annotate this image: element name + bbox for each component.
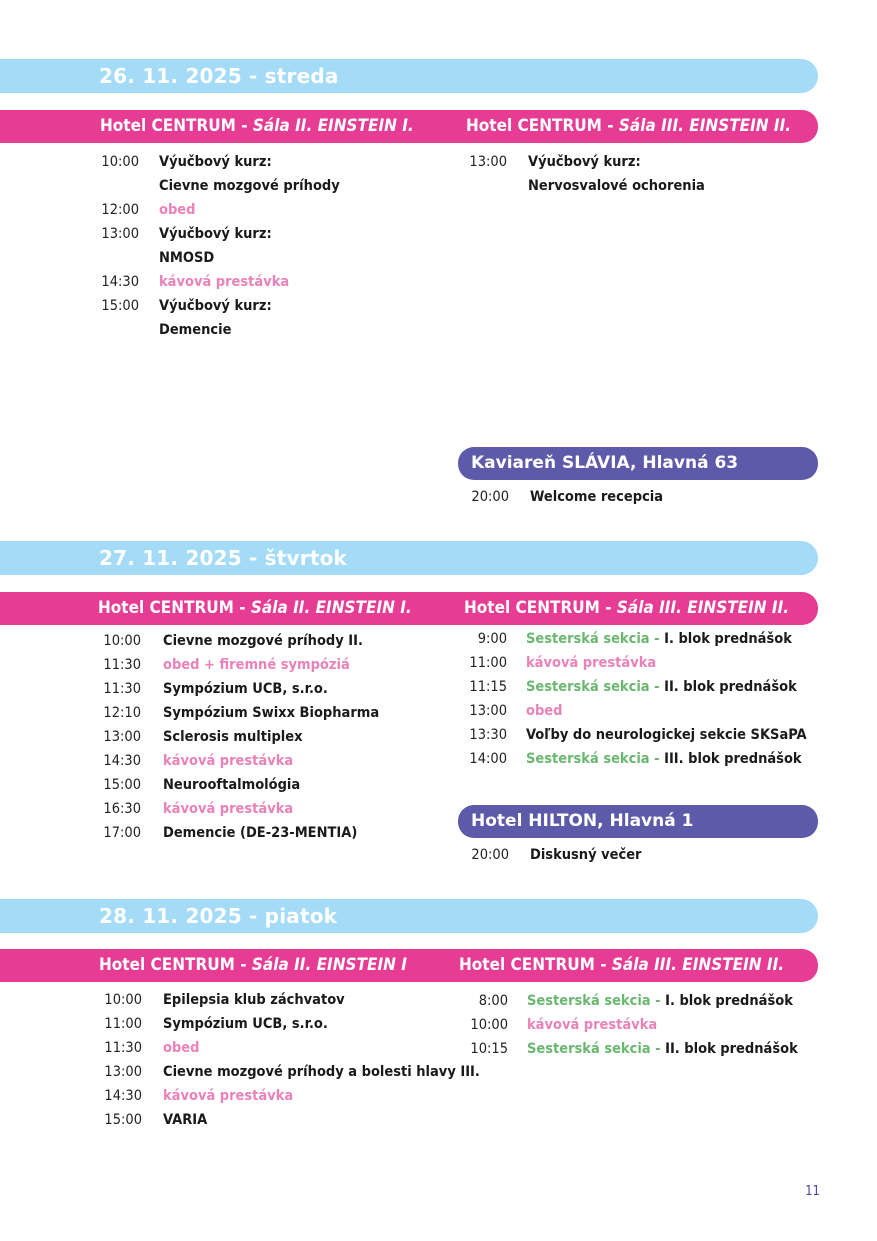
event: Sympózium UCB, s.r.o. xyxy=(163,681,328,697)
time: 20:00 xyxy=(471,847,509,863)
venue-hotel: Hotel CENTRUM - xyxy=(464,598,617,618)
event: III. blok prednášok xyxy=(664,751,802,767)
event: kávová prestávka xyxy=(159,274,290,290)
time: 12:10 xyxy=(103,705,141,721)
event: obed xyxy=(159,202,196,218)
event: Sympózium Swixx Biopharma xyxy=(163,705,380,721)
venue-bar-3 xyxy=(0,949,818,982)
event: Cievne mozgové príhody xyxy=(159,178,340,194)
time: 10:15 xyxy=(470,1041,508,1057)
time: 11:30 xyxy=(103,657,141,673)
venue-left-2 xyxy=(98,592,412,625)
time: 15:00 xyxy=(103,777,141,793)
event: kávová prestávka xyxy=(526,655,657,671)
time: 10:00 xyxy=(470,1017,508,1033)
event: Výučbový kurz: xyxy=(159,154,272,170)
day-header-3: 28. 11. 2025 - piatok xyxy=(0,899,818,933)
venue-hotel: Hotel CENTRUM - xyxy=(459,955,612,975)
event: kávová prestávka xyxy=(527,1017,658,1033)
event: II. blok prednášok xyxy=(665,1041,798,1057)
event: NMOSD xyxy=(159,250,215,266)
section-prefix: Sesterská sekcia - xyxy=(526,751,665,767)
time: 10:00 xyxy=(103,633,141,649)
section-prefix: Sesterská sekcia - xyxy=(526,631,665,647)
venue-hotel: Hotel CENTRUM - xyxy=(100,116,253,136)
time: 11:00 xyxy=(104,1016,142,1032)
event: Nervosvalové ochorenia xyxy=(528,178,705,194)
time: 13:00 xyxy=(469,703,507,719)
time: 11:15 xyxy=(469,679,507,695)
event: Cievne mozgové príhody a bolesti hlavy III. xyxy=(163,1064,480,1080)
time: 10:00 xyxy=(104,992,142,1008)
venue-right-2 xyxy=(464,592,789,625)
event: Výučbový kurz: xyxy=(528,154,641,170)
event: obed xyxy=(163,1040,200,1056)
event: VARIA xyxy=(163,1112,208,1128)
event: Neurooftalmológia xyxy=(163,777,301,793)
venue-room: Sála III. EINSTEIN II. xyxy=(616,598,790,618)
event: Sclerosis multiplex xyxy=(163,729,303,745)
venue-right-1 xyxy=(466,110,791,143)
event: kávová prestávka xyxy=(163,753,294,769)
time: 15:00 xyxy=(104,1112,142,1128)
event: I. blok prednášok xyxy=(665,993,793,1009)
time: 14:00 xyxy=(469,751,507,767)
event: I. blok prednášok xyxy=(664,631,792,647)
venue-left-3 xyxy=(99,949,407,982)
time: 17:00 xyxy=(103,825,141,841)
page-number: 11 xyxy=(805,1184,820,1199)
day-header-1: 26. 11. 2025 - streda xyxy=(0,59,818,93)
event: Výučbový kurz: xyxy=(159,226,272,242)
time: 14:30 xyxy=(104,1088,142,1104)
event: Demencie (DE-23-MENTIA) xyxy=(163,825,358,841)
event: Epilepsia klub záchvatov xyxy=(163,992,345,1008)
event: Sympózium UCB, s.r.o. xyxy=(163,1016,328,1032)
place-bar-1: Kaviareň SLÁVIA, Hlavná 63 xyxy=(458,447,818,480)
time: 11:00 xyxy=(469,655,507,671)
venue-room: Sála II. EINSTEIN I. xyxy=(250,598,412,618)
time: 16:30 xyxy=(103,801,141,817)
time: 8:00 xyxy=(478,993,508,1009)
venue-bar-1 xyxy=(0,110,818,143)
time: 14:30 xyxy=(101,274,139,290)
day-header-2: 27. 11. 2025 - štvrtok xyxy=(0,541,818,575)
event: kávová prestávka xyxy=(163,1088,294,1104)
event: kávová prestávka xyxy=(163,801,294,817)
place-bar-2: Hotel HILTON, Hlavná 1 xyxy=(458,805,818,838)
event: Výučbový kurz: xyxy=(159,298,272,314)
time: 12:00 xyxy=(101,202,139,218)
section-prefix: Sesterská sekcia - xyxy=(526,679,665,695)
venue-room: Sála III. EINSTEIN II. xyxy=(611,955,785,975)
time: 13:00 xyxy=(101,226,139,242)
section-prefix: Sesterská sekcia - xyxy=(527,1041,666,1057)
event: Voľby do neurologickej sekcie SKSaPA xyxy=(526,727,807,743)
venue-hotel: Hotel CENTRUM - xyxy=(99,955,252,975)
venue-left-1 xyxy=(100,110,414,143)
event: obed xyxy=(526,703,563,719)
time: 20:00 xyxy=(471,489,509,505)
venue-hotel: Hotel CENTRUM - xyxy=(98,598,251,618)
event: Demencie xyxy=(159,322,232,338)
time: 13:00 xyxy=(469,154,507,170)
event: Welcome recepcia xyxy=(530,489,664,505)
venue-hotel: Hotel CENTRUM - xyxy=(466,116,619,136)
time: 11:30 xyxy=(103,681,141,697)
time: 15:00 xyxy=(101,298,139,314)
time: 13:00 xyxy=(103,729,141,745)
time: 14:30 xyxy=(103,753,141,769)
venue-room: Sála II. EINSTEIN I xyxy=(251,955,407,975)
event: Diskusný večer xyxy=(530,847,642,863)
venue-right-3 xyxy=(459,949,784,982)
time: 11:30 xyxy=(104,1040,142,1056)
event: obed + firemné sympóziá xyxy=(163,657,350,673)
time: 13:30 xyxy=(469,727,507,743)
time: 9:00 xyxy=(477,631,507,647)
time: 10:00 xyxy=(101,154,139,170)
section-prefix: Sesterská sekcia - xyxy=(527,993,666,1009)
event: II. blok prednášok xyxy=(664,679,797,695)
venue-bar-2 xyxy=(0,592,818,625)
venue-room: Sála II. EINSTEIN I. xyxy=(252,116,414,136)
event: Cievne mozgové príhody II. xyxy=(163,633,363,649)
venue-room: Sála III. EINSTEIN II. xyxy=(618,116,792,136)
time: 13:00 xyxy=(104,1064,142,1080)
